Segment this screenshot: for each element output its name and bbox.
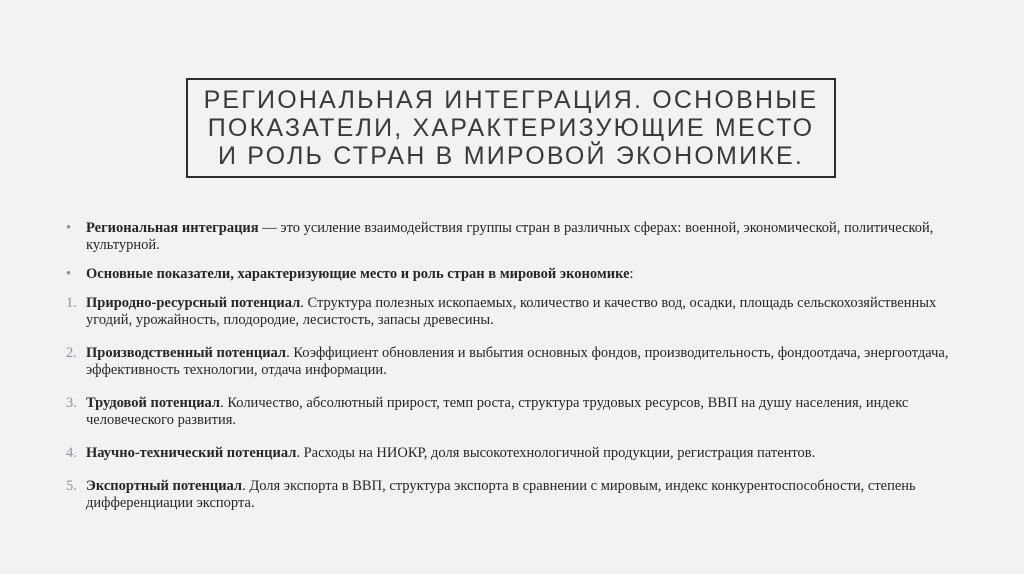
slide-title-box [186, 78, 836, 178]
bullet-lead: Основные показатели, характеризующие место и роль стран в мировой экономике [86, 266, 630, 282]
item-text [86, 345, 966, 379]
numbered-item [66, 345, 966, 379]
slide-title-line-3: И РОЛЬ СТРАН В МИРОВОЙ ЭКОНОМИКЕ. [217, 142, 805, 170]
numbered-item [66, 295, 966, 329]
item-text [86, 445, 966, 462]
numbered-item [66, 478, 966, 512]
item-lead: Производственный потенциал [86, 345, 287, 361]
item-body: . Структура полезных ископаемых, количество и качество вод, осадки, площадь сельскохозяйственных угодий, урожайность, плодородие, лесистость, запасы древесины. [86, 295, 937, 328]
slide-title-line-2: ПОКАЗАТЕЛИ, ХАРАКТЕРИЗУЮЩИЕ МЕСТО [207, 114, 815, 142]
slide-title-line-1: РЕГИОНАЛЬНАЯ ИНТЕГРАЦИЯ. ОСНОВНЫЕ [203, 86, 819, 114]
bullet-text [86, 266, 966, 283]
bullet-marker: • [66, 266, 72, 282]
item-body: . Доля экспорта в ВВП, структура экспорта в сравнении с мировым, индекс конкурентоспособности, степень дифференциации экспорта. [86, 478, 916, 511]
numbered-item [66, 395, 966, 429]
slide-content [66, 220, 966, 528]
bullet-lead: Региональная интеграция [86, 220, 259, 236]
item-number: 3. [66, 395, 77, 411]
bullet-marker: • [66, 220, 72, 236]
item-number: 4. [66, 445, 77, 461]
item-body: . Количество, абсолютный прирост, темп роста, структура трудовых ресурсов, ВВП на душу населения, индекс человеческого развития. [86, 395, 909, 428]
item-number: 1. [66, 295, 77, 311]
item-number: 2. [66, 345, 77, 361]
item-text [86, 295, 966, 329]
item-lead: Трудовой потенциал [86, 395, 221, 411]
item-body: . Коэффициент обновления и выбытия основных фондов, производительность, фондоотдача, энергоотдача, эффективность технологии, отдача информации. [86, 345, 949, 378]
item-text [86, 478, 966, 512]
item-text [86, 395, 966, 429]
item-lead: Научно-технический потенциал [86, 445, 297, 461]
item-lead: Природно-ресурсный потенциал [86, 295, 301, 311]
item-lead: Экспортный потенциал [86, 478, 243, 494]
bullet-item [66, 220, 966, 254]
bullet-body: : [629, 266, 634, 282]
item-number: 5. [66, 478, 77, 494]
item-body: . Расходы на НИОКР, доля высокотехнологичной продукции, регистрация патентов. [296, 445, 816, 461]
bullet-item [66, 266, 966, 283]
bullet-text [86, 220, 966, 254]
numbered-item [66, 445, 966, 462]
bullet-body: — это усиление взаимодействия группы стран в различных сферах: военной, экономической, политической, культурной. [86, 220, 934, 253]
